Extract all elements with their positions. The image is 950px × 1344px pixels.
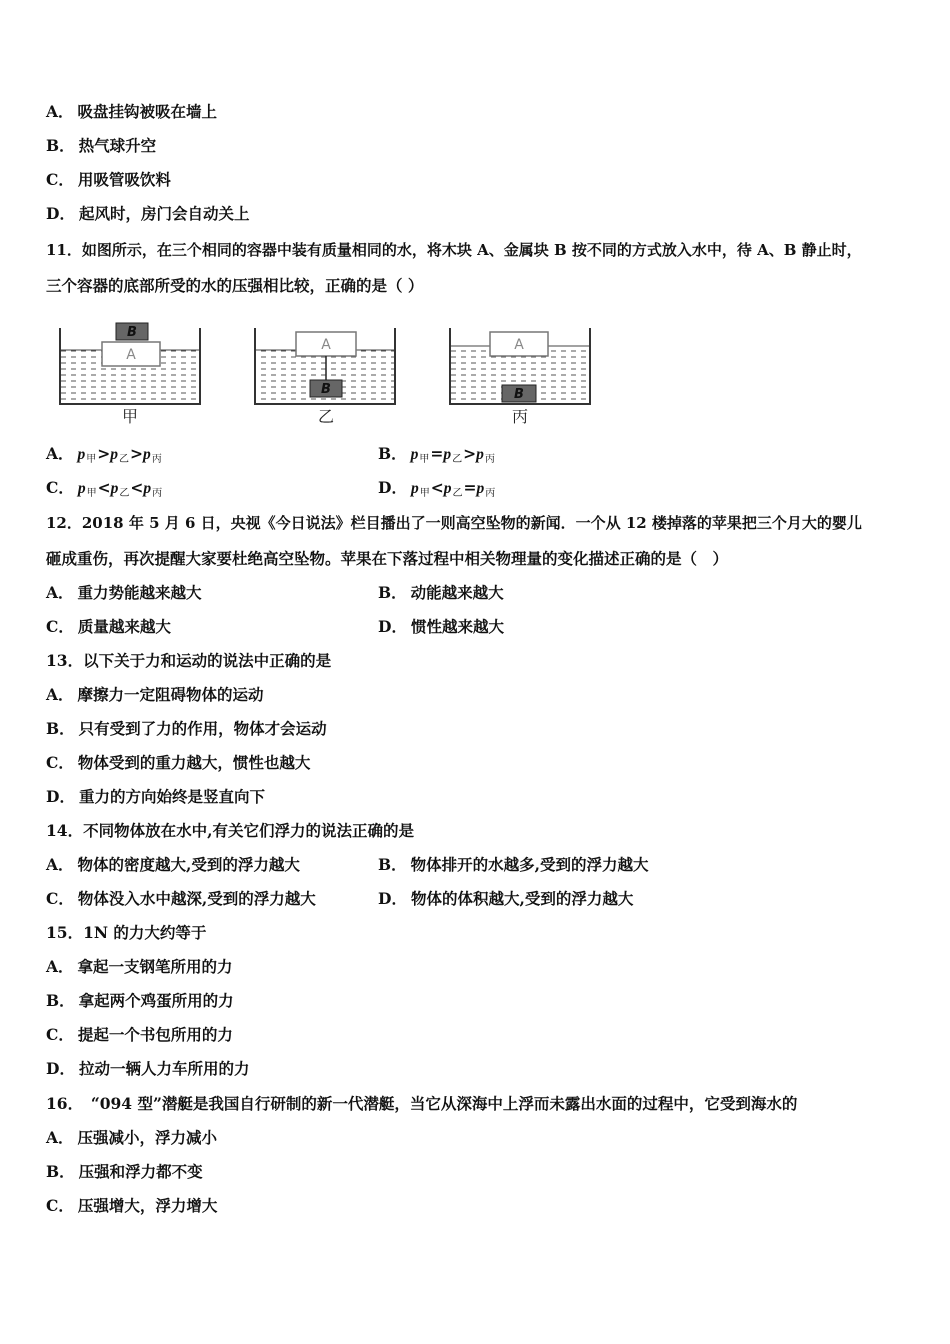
q11-option-a: A． $p_甲>p_乙>p_丙$ <box>46 444 162 465</box>
q10-option-b: B． 热气球升空 <box>46 136 157 155</box>
q12-option-d: D． 惯性越来越大 <box>378 617 504 636</box>
q15-option-a: A． 拿起一支钢笔所用的力 <box>46 957 233 976</box>
block-b-label-bing: B <box>514 387 524 402</box>
container-jia <box>60 323 200 426</box>
caption-yi: 乙 <box>317 407 335 426</box>
q14-option-a: A． 物体的密度越大,受到的浮力越大 <box>46 855 300 874</box>
q13-option-c: C． 物体受到的重力越大，惯性也越大 <box>46 753 311 772</box>
q16-stem: 16． “094 型”潜艇是我国自行研制的新一代潜艇，当它从深海中上浮而未露出水面的过程中，它受到海水的 <box>46 1094 798 1113</box>
q11-figure <box>50 318 610 428</box>
q16-option-b: B． 压强和浮力都不变 <box>46 1162 203 1181</box>
q15-option-d: D． 拉动一辆人力车所用的力 <box>46 1059 250 1078</box>
q11-option-b: B． $p_甲=p_乙>p_丙$ <box>378 444 495 465</box>
q14-option-d: D． 物体的体积越大,受到的浮力越大 <box>378 889 634 908</box>
q10-option-d: D． 起风时，房门会自动关上 <box>46 204 250 223</box>
q11-stem-line2: 三个容器的底部所受的水的压强相比较，正确的是（ ） <box>46 276 424 295</box>
q14-option-c: C． 物体没入水中越深,受到的浮力越大 <box>46 889 316 908</box>
q11-option-d: D． $p_甲<p_乙=p_丙$ <box>378 478 496 499</box>
q12-option-c: C． 质量越来越大 <box>46 617 171 636</box>
q16-option-c: C． 压强增大，浮力增大 <box>46 1196 218 1215</box>
q11-stem-line1: 11．如图所示，在三个相同的容器中装有质量相同的水，将木块 A、金属块 B 按不同的方式放入水中，待 A、B 静止时， <box>46 241 862 259</box>
q12-option-a: A． 重力势能越来越大 <box>46 583 202 602</box>
q15-stem: 15．1N 的力大约等于 <box>46 923 207 942</box>
q11-option-c: C． $p_甲<p_乙<p_丙$ <box>46 478 163 499</box>
q13-option-b: B． 只有受到了力的作用，物体才会运动 <box>46 719 327 738</box>
q14-stem: 14．不同物体放在水中,有关它们浮力的说法正确的是 <box>46 821 414 840</box>
q13-option-d: D． 重力的方向始终是竖直向下 <box>46 787 265 806</box>
q15-option-b: B． 拿起两个鸡蛋所用的力 <box>46 991 234 1010</box>
q12-option-b: B． 动能越来越大 <box>378 583 504 602</box>
container-yi <box>255 328 395 426</box>
q13-option-a: A． 摩擦力一定阻碍物体的运动 <box>46 685 264 704</box>
q10-option-a: A． 吸盘挂钩被吸在墙上 <box>46 102 218 121</box>
container-bing <box>450 328 590 426</box>
q10-option-c: C． 用吸管吸饮料 <box>46 170 171 189</box>
caption-jia: 甲 <box>121 407 139 426</box>
block-a-label-yi: A <box>321 337 331 353</box>
q12-stem-line1: 12．2018 年 5 月 6 日，央视《今日说法》栏目播出了一则高空坠物的新闻．一个从 12 楼掉落的苹果把三个月大的婴儿 <box>46 514 862 532</box>
caption-bing: 丙 <box>511 407 529 426</box>
block-a-label-jia: A <box>126 347 136 363</box>
block-a-label-bing: A <box>514 337 524 353</box>
q12-stem-line2: 砸成重伤，再次提醒大家要杜绝高空坠物。苹果在下落过程中相关物理量的变化描述正确的是（ ） <box>46 549 729 568</box>
q15-option-c: C． 提起一个书包所用的力 <box>46 1025 233 1044</box>
block-b-label-jia: B <box>127 325 137 340</box>
block-b-label-yi: B <box>321 382 331 397</box>
q16-option-a: A． 压强减小，浮力减小 <box>46 1128 218 1147</box>
q13-stem: 13．以下关于力和运动的说法中正确的是 <box>46 651 332 670</box>
q14-option-b: B． 物体排开的水越多,受到的浮力越大 <box>378 855 649 874</box>
